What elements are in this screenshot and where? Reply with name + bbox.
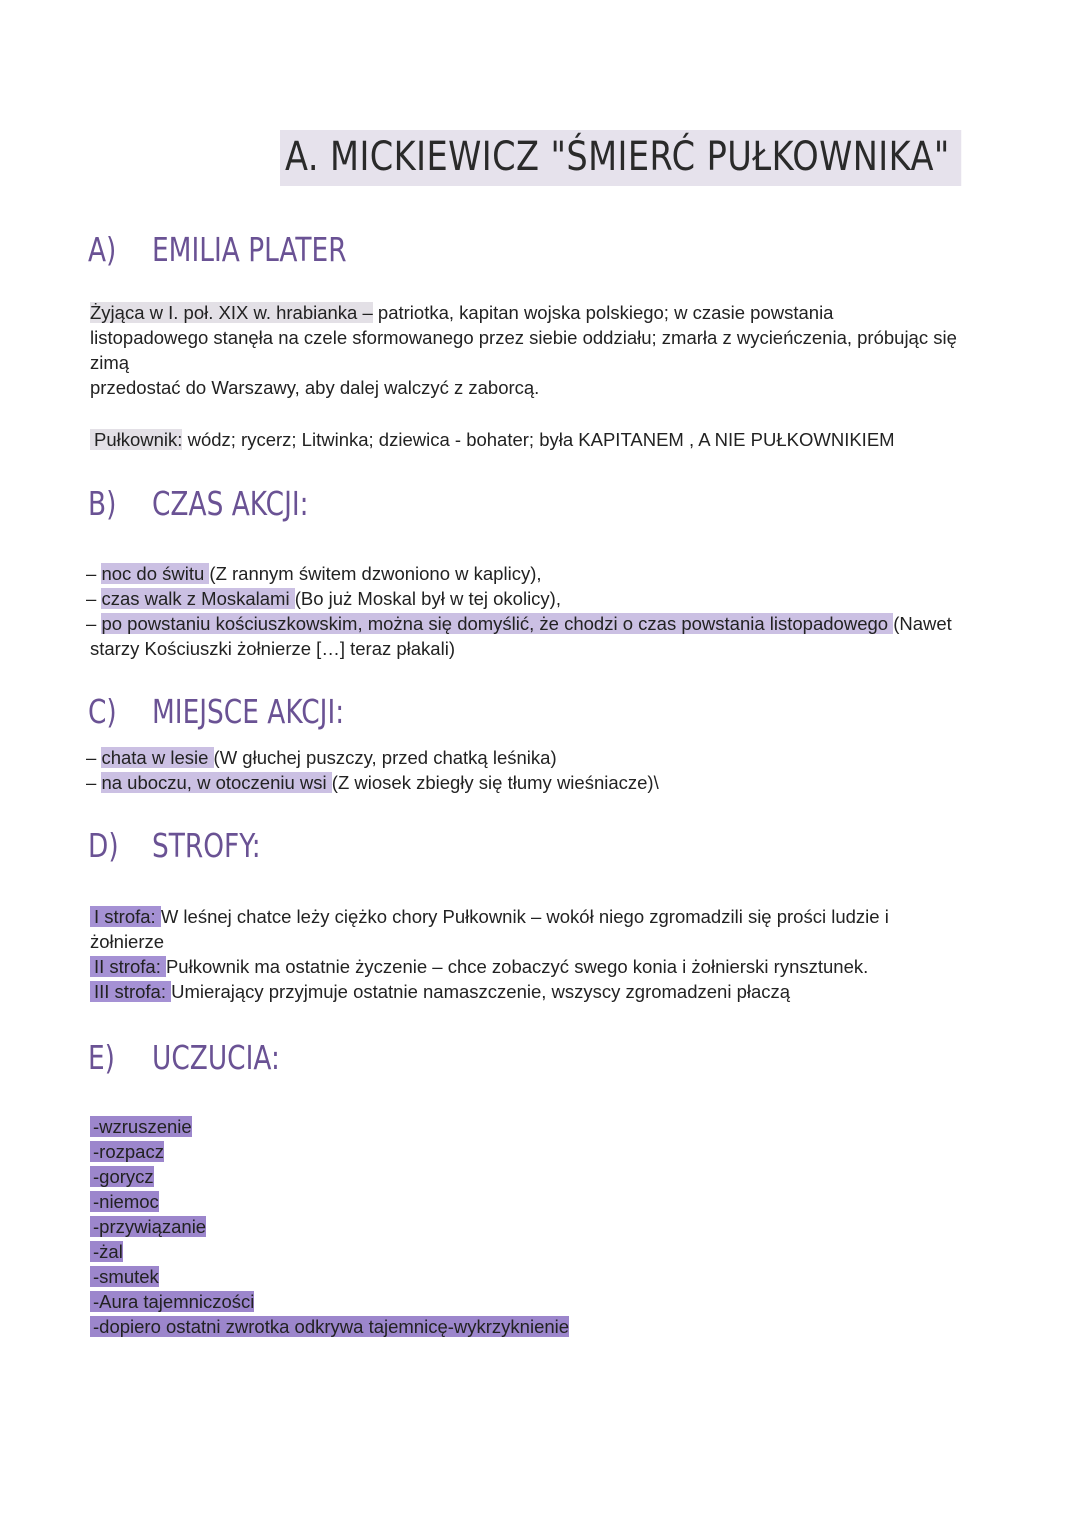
dash: – bbox=[86, 613, 102, 634]
list-item bbox=[86, 611, 986, 636]
intro-line3: zimą bbox=[90, 352, 130, 373]
dash: – bbox=[86, 588, 102, 609]
item-highlight: chata w lesie bbox=[101, 747, 214, 768]
section-b-heading bbox=[88, 484, 309, 523]
strofa-label: III strofa: bbox=[90, 981, 171, 1002]
section-e-list bbox=[90, 1114, 990, 1339]
feeling-item: -gorycz bbox=[90, 1166, 154, 1187]
feeling-item: -smutek bbox=[90, 1266, 159, 1287]
item-rest: (Bo już Moskal był w tej okolicy), bbox=[294, 588, 561, 609]
feeling-item: -niemoc bbox=[90, 1191, 159, 1212]
list-item bbox=[86, 586, 986, 611]
section-c-list bbox=[86, 745, 986, 795]
strofa-label: I strofa: bbox=[90, 906, 161, 927]
pulkownik-line bbox=[90, 427, 990, 452]
feeling-item: -Aura tajemniczości bbox=[90, 1291, 254, 1312]
list-item bbox=[86, 745, 986, 770]
strofa-item bbox=[90, 979, 990, 1004]
strofa-text: W leśnej chatce leży ciężko chory Pułkownik – wokół niego zgromadzili się prości ludzie i bbox=[160, 906, 889, 927]
item-highlight: na uboczu, w otoczeniu wsi bbox=[101, 772, 332, 793]
intro-line4: przedostać do Warszawy, aby dalej walczyć z zaborcą. bbox=[90, 377, 540, 398]
pulkownik-label: Pułkownik: bbox=[90, 429, 182, 450]
dash: – bbox=[86, 747, 102, 768]
dash: – bbox=[86, 772, 102, 793]
strofa-label: II strofa: bbox=[90, 956, 166, 977]
item-rest: (Z wiosek zbiegły się tłumy wieśniacze)\ bbox=[331, 772, 659, 793]
section-e-heading bbox=[88, 1038, 280, 1077]
list-item bbox=[86, 561, 986, 586]
section-d-heading bbox=[88, 826, 261, 865]
pulkownik-text: wódz; rycerz; Litwinka; dziewica - bohater; była KAPITANEM , A NIE PUŁKOWNIKIEM bbox=[182, 429, 895, 450]
dash: – bbox=[86, 563, 102, 584]
item-highlight: po powstaniu kościuszkowskim, można się domyślić, że chodzi o czas powstania listopadowego bbox=[101, 613, 894, 634]
feeling-item: -przywiązanie bbox=[90, 1216, 206, 1237]
strofa-item bbox=[90, 954, 990, 979]
strofa-item bbox=[90, 904, 990, 929]
item-highlight: noc do świtu bbox=[101, 563, 210, 584]
strofa-continuation: żołnierze bbox=[90, 931, 165, 952]
strofa-text: Pułkownik ma ostatnie życzenie – chce zobaczyć swego konia i żołnierski rynsztunek. bbox=[165, 956, 869, 977]
section-d-list bbox=[90, 904, 990, 1004]
feeling-item: -dopiero ostatni zwrotka odkrywa tajemnicę-wykrzyknienie bbox=[90, 1316, 569, 1337]
section-a-intro bbox=[90, 300, 990, 400]
section-e-letter: E) bbox=[88, 1038, 115, 1077]
section-c-letter: C) bbox=[88, 692, 117, 731]
section-a-heading bbox=[88, 230, 347, 269]
feeling-item: -żal bbox=[90, 1241, 123, 1262]
section-b-letter: B) bbox=[88, 484, 117, 523]
item-rest: (Nawet bbox=[893, 613, 952, 634]
section-a-letter: A) bbox=[88, 230, 117, 269]
section-b-list bbox=[86, 561, 986, 661]
page-title: A. MICKIEWICZ "ŚMIERĆ PUŁKOWNIKA" bbox=[280, 130, 962, 186]
section-e-title: UCZUCIA: bbox=[152, 1038, 280, 1077]
intro-line2: listopadowego stanęła na czele sformowanego przez siebie oddziału; zmarła z wycieńczenia, próbując się bbox=[90, 327, 957, 348]
section-b-title: CZAS AKCJI: bbox=[152, 484, 309, 523]
section-a-title: EMILIA PLATER bbox=[152, 230, 347, 269]
section-c-title: MIEJSCE AKCJI: bbox=[152, 692, 345, 731]
section-c-heading bbox=[88, 692, 344, 731]
strofa-text: Umierający przyjmuje ostatnie namaszczenie, wszyscy zgromadzeni płaczą bbox=[171, 981, 791, 1002]
section-d-title: STROFY: bbox=[152, 826, 261, 865]
continuation: starzy Kościuszki żołnierze […] teraz płakali) bbox=[90, 638, 455, 659]
feeling-item: -wzruszenie bbox=[90, 1116, 192, 1137]
item-highlight: czas walk z Moskalami bbox=[101, 588, 295, 609]
section-d-letter: D) bbox=[88, 826, 119, 865]
intro-highlight: Żyjąca w I. poł. XIX w. hrabianka – bbox=[90, 302, 373, 323]
item-rest: (W głuchej puszczy, przed chatką leśnika) bbox=[213, 747, 557, 768]
intro-line1-rest: patriotka, kapitan wojska polskiego; w czasie powstania bbox=[372, 302, 834, 323]
list-item bbox=[86, 770, 986, 795]
item-rest: (Z rannym świtem dzwoniono w kaplicy), bbox=[209, 563, 542, 584]
feeling-item: -rozpacz bbox=[90, 1141, 164, 1162]
